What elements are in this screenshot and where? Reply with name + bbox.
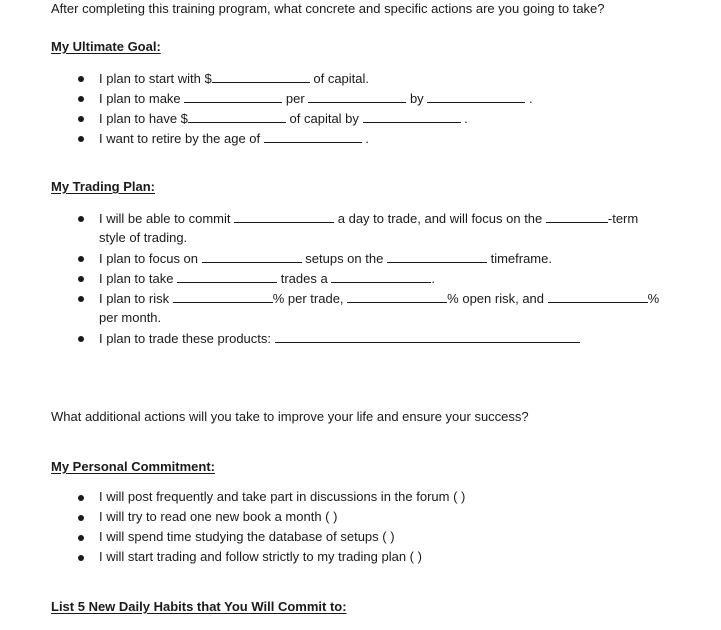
plan-item-products <box>99 330 580 347</box>
plan-item-commit-time <box>99 210 638 227</box>
plan-item-risk-continuation: per month. <box>99 310 162 325</box>
item-text: % per trade, <box>272 291 344 306</box>
trades-count-blank[interactable] <box>177 270 277 283</box>
commit-time-blank[interactable] <box>234 210 334 223</box>
plan-item-trades-count <box>99 270 435 287</box>
make-by-blank[interactable] <box>427 90 525 103</box>
term-style-blank[interactable] <box>546 210 608 223</box>
bullet-icon <box>78 116 84 122</box>
commitment-item-follow-plan[interactable]: I will start trading and follow strictly to my trading plan ( ) <box>99 549 422 564</box>
item-text: I plan to start with $ <box>99 71 212 86</box>
item-text: . <box>365 131 370 146</box>
bullet-icon <box>78 96 84 102</box>
item-text: I plan to take <box>99 271 174 286</box>
bullet-icon <box>78 136 84 142</box>
item-text: setups on the <box>305 251 384 266</box>
bullet-icon <box>78 515 84 521</box>
bullet-icon <box>78 296 84 302</box>
item-text: . <box>464 111 468 126</box>
risk-per-trade-blank[interactable] <box>173 290 273 303</box>
retire-age-blank[interactable] <box>264 130 362 143</box>
bullet-icon <box>78 216 84 222</box>
item-text: -term <box>607 211 639 226</box>
item-text: trades a <box>280 271 328 286</box>
bullet-icon <box>78 495 84 501</box>
item-text: % <box>647 291 660 306</box>
goal-item-have-capital <box>99 110 468 127</box>
intro-question: After completing this training program, what concrete and specific actions are you going to take? <box>51 1 605 16</box>
item-text: I plan to make <box>99 91 181 106</box>
start-capital-blank[interactable] <box>212 70 310 83</box>
trades-period-blank[interactable] <box>331 270 431 283</box>
timeframe-blank[interactable] <box>387 250 487 263</box>
bullet-icon <box>78 256 84 262</box>
item-text: I plan to risk <box>99 291 170 306</box>
item-text: . <box>528 91 533 106</box>
commitment-item-forum[interactable]: I will post frequently and take part in discussions in the forum ( ) <box>99 489 466 504</box>
commitment-item-study-setups[interactable]: I will spend time studying the database of setups ( ) <box>99 529 395 544</box>
bullet-icon <box>78 535 84 541</box>
additional-question: What additional actions will you take to improve your life and ensure your success? <box>51 409 529 424</box>
have-capital-by-blank[interactable] <box>363 110 461 123</box>
have-capital-blank[interactable] <box>188 110 286 123</box>
bullet-icon <box>78 76 84 82</box>
item-text: per <box>285 91 305 106</box>
make-amount-blank[interactable] <box>184 90 282 103</box>
goal-item-start-capital <box>99 70 369 87</box>
item-text: . <box>431 271 435 286</box>
item-text: I plan to have $ <box>99 111 188 126</box>
plan-item-commit-time-continuation: style of trading. <box>99 230 188 245</box>
plan-item-focus-setups <box>99 250 552 267</box>
item-text: % open risk, and <box>447 291 545 306</box>
item-text: of capital. <box>313 71 370 86</box>
item-text: by <box>409 91 424 106</box>
item-text: I will be able to commit <box>99 211 231 226</box>
item-text: I plan to focus on <box>99 251 199 266</box>
plan-item-risk <box>99 290 659 307</box>
item-text: of capital by <box>289 111 359 126</box>
item-text: timeframe. <box>490 251 552 266</box>
bullet-icon <box>78 276 84 282</box>
item-text: I want to retire by the age of <box>99 131 261 146</box>
item-text: I plan to trade these products: <box>99 331 271 346</box>
commitment-item-read-book[interactable]: I will try to read one new book a month ( ) <box>99 509 338 524</box>
open-risk-blank[interactable] <box>347 290 447 303</box>
make-period-blank[interactable] <box>308 90 406 103</box>
ultimate-goal-heading: My Ultimate Goal: <box>51 39 161 54</box>
trading-plan-heading: My Trading Plan: <box>51 179 156 194</box>
products-blank[interactable] <box>275 330 580 343</box>
goal-item-retire-age <box>99 130 369 147</box>
setups-blank[interactable] <box>202 250 302 263</box>
bullet-icon <box>78 336 84 342</box>
goal-item-make <box>99 90 533 107</box>
bullet-icon <box>78 555 84 561</box>
personal-commitment-heading: My Personal Commitment: <box>51 459 215 474</box>
item-text: a day to trade, and will focus on the <box>337 211 543 226</box>
monthly-risk-blank[interactable] <box>548 290 648 303</box>
daily-habits-heading: List 5 New Daily Habits that You Will Commit to: <box>51 599 347 614</box>
